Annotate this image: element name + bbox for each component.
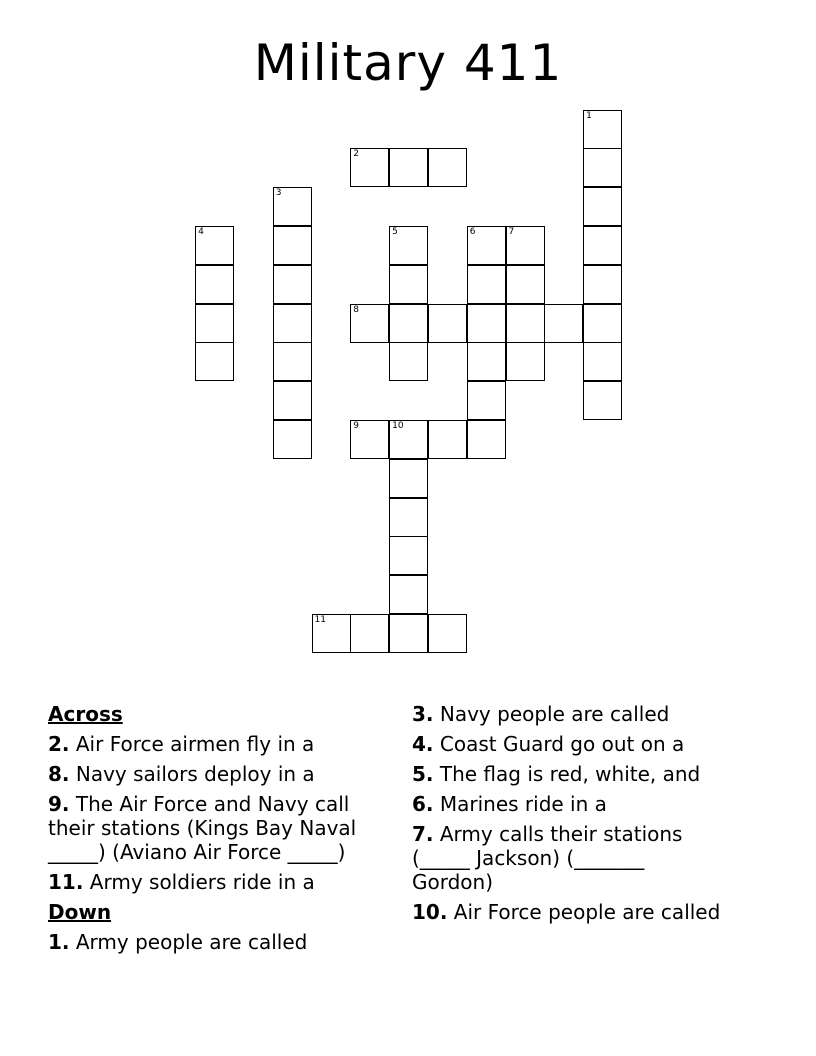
clue-down-3	[412, 702, 772, 726]
clue-number: 3.	[412, 702, 434, 726]
cell-number: 1	[586, 110, 592, 121]
grid-cell[interactable]	[389, 420, 428, 459]
puzzle-title: Military 411	[253, 34, 563, 92]
grid-cell[interactable]	[389, 614, 428, 653]
grid-cell[interactable]	[273, 304, 312, 343]
grid-cell[interactable]	[583, 342, 622, 381]
grid-cell[interactable]	[273, 420, 312, 459]
clue-text: The Air Force and Navy call their stations (Kings Bay Naval _____) (Aviano Air Force _____)	[48, 792, 357, 864]
clue-text: Army calls their stations (_____ Jackson) (_______ Gordon)	[412, 822, 683, 894]
grid-cell[interactable]	[583, 304, 622, 343]
grid-cell[interactable]	[506, 226, 545, 265]
clue-down-10	[412, 900, 772, 924]
grid-cell[interactable]	[583, 148, 622, 187]
grid-cell[interactable]	[428, 614, 467, 653]
down-heading: Down	[48, 900, 112, 924]
grid-cell[interactable]	[350, 614, 389, 653]
clue-across-11	[48, 870, 398, 894]
grid-cell[interactable]	[467, 381, 506, 420]
grid-cell[interactable]	[195, 265, 234, 304]
clue-number: 1.	[48, 930, 70, 954]
cell-number: 9	[353, 420, 360, 431]
grid-cell[interactable]	[273, 187, 312, 226]
clue-number: 5.	[412, 762, 434, 786]
grid-cell[interactable]	[583, 187, 622, 226]
clue-text: Army soldiers ride in a	[89, 870, 315, 894]
clue-across-9	[48, 792, 393, 864]
clue-across-8	[48, 762, 398, 786]
grid-cell[interactable]	[273, 226, 312, 265]
grid-cell[interactable]	[467, 226, 506, 265]
grid-cell[interactable]	[389, 536, 428, 575]
cell-number: 8	[353, 304, 360, 315]
grid-cell[interactable]	[428, 420, 467, 459]
grid-cell[interactable]	[389, 575, 428, 614]
grid-cell[interactable]	[467, 304, 506, 343]
clue-number: 4.	[412, 732, 434, 756]
grid-cell[interactable]	[583, 110, 622, 149]
cell-number: 2	[353, 149, 360, 160]
clue-text: Air Force airmen fly in a	[75, 732, 315, 756]
clue-text: Air Force people are called	[453, 900, 721, 924]
grid-cell[interactable]	[389, 342, 428, 381]
grid-cell[interactable]	[583, 381, 622, 420]
grid-cell[interactable]	[350, 304, 389, 343]
clue-across-2	[48, 732, 398, 756]
clue-text: Coast Guard go out on a	[439, 732, 685, 756]
cell-number: 5	[392, 226, 398, 237]
grid-cell[interactable]	[544, 304, 583, 343]
clue-text: Navy sailors deploy in a	[75, 762, 315, 786]
grid-cell[interactable]	[195, 226, 234, 265]
clue-down-7	[412, 822, 712, 894]
grid-cell[interactable]	[389, 304, 428, 343]
cell-number: 11	[314, 614, 326, 625]
grid-cell[interactable]	[506, 304, 545, 343]
clue-number: 11.	[48, 870, 84, 894]
grid-cell[interactable]	[506, 342, 545, 381]
clue-down-1	[48, 930, 398, 954]
grid-cell[interactable]	[428, 148, 467, 187]
grid-cell[interactable]	[350, 420, 389, 459]
cell-number: 3	[275, 188, 282, 199]
clue-number: 10.	[412, 900, 448, 924]
grid-cell[interactable]	[312, 614, 351, 653]
grid-cell[interactable]	[195, 304, 234, 343]
clue-text: Navy people are called	[439, 702, 670, 726]
clue-column-left	[48, 702, 398, 960]
cell-number: 6	[469, 226, 476, 237]
clue-number: 8.	[48, 762, 70, 786]
clue-down-4	[412, 732, 772, 756]
grid-cell[interactable]	[389, 148, 428, 187]
cell-number: 10	[392, 420, 404, 431]
clue-number: 6.	[412, 792, 434, 816]
grid-cell[interactable]	[428, 304, 467, 343]
grid-cell[interactable]	[389, 459, 428, 498]
clue-text: The flag is red, white, and	[439, 762, 701, 786]
grid-cell[interactable]	[467, 265, 506, 304]
clue-down-6	[412, 792, 772, 816]
clue-text: Marines ride in a	[439, 792, 607, 816]
grid-cell[interactable]	[506, 265, 545, 304]
grid-cell[interactable]	[195, 342, 234, 381]
cell-number: 4	[198, 226, 204, 237]
across-heading: Across	[48, 702, 123, 726]
grid-cell[interactable]	[273, 342, 312, 381]
grid-cell[interactable]	[273, 381, 312, 420]
clue-down-5	[412, 762, 772, 786]
grid-cell[interactable]	[350, 148, 389, 187]
grid-cell[interactable]	[467, 342, 506, 381]
grid-cell[interactable]	[583, 265, 622, 304]
grid-cell[interactable]	[467, 420, 506, 459]
grid-cell[interactable]	[389, 265, 428, 304]
clue-text: Army people are called	[75, 930, 308, 954]
clue-number: 7.	[412, 822, 434, 846]
grid-cell[interactable]	[389, 498, 428, 537]
grid-cell[interactable]	[389, 226, 428, 265]
grid-cell[interactable]	[583, 226, 622, 265]
clue-number: 2.	[48, 732, 70, 756]
clue-number: 9.	[48, 792, 70, 816]
cell-number: 7	[508, 226, 515, 237]
clue-column-right	[412, 702, 772, 930]
grid-cell[interactable]	[273, 265, 312, 304]
